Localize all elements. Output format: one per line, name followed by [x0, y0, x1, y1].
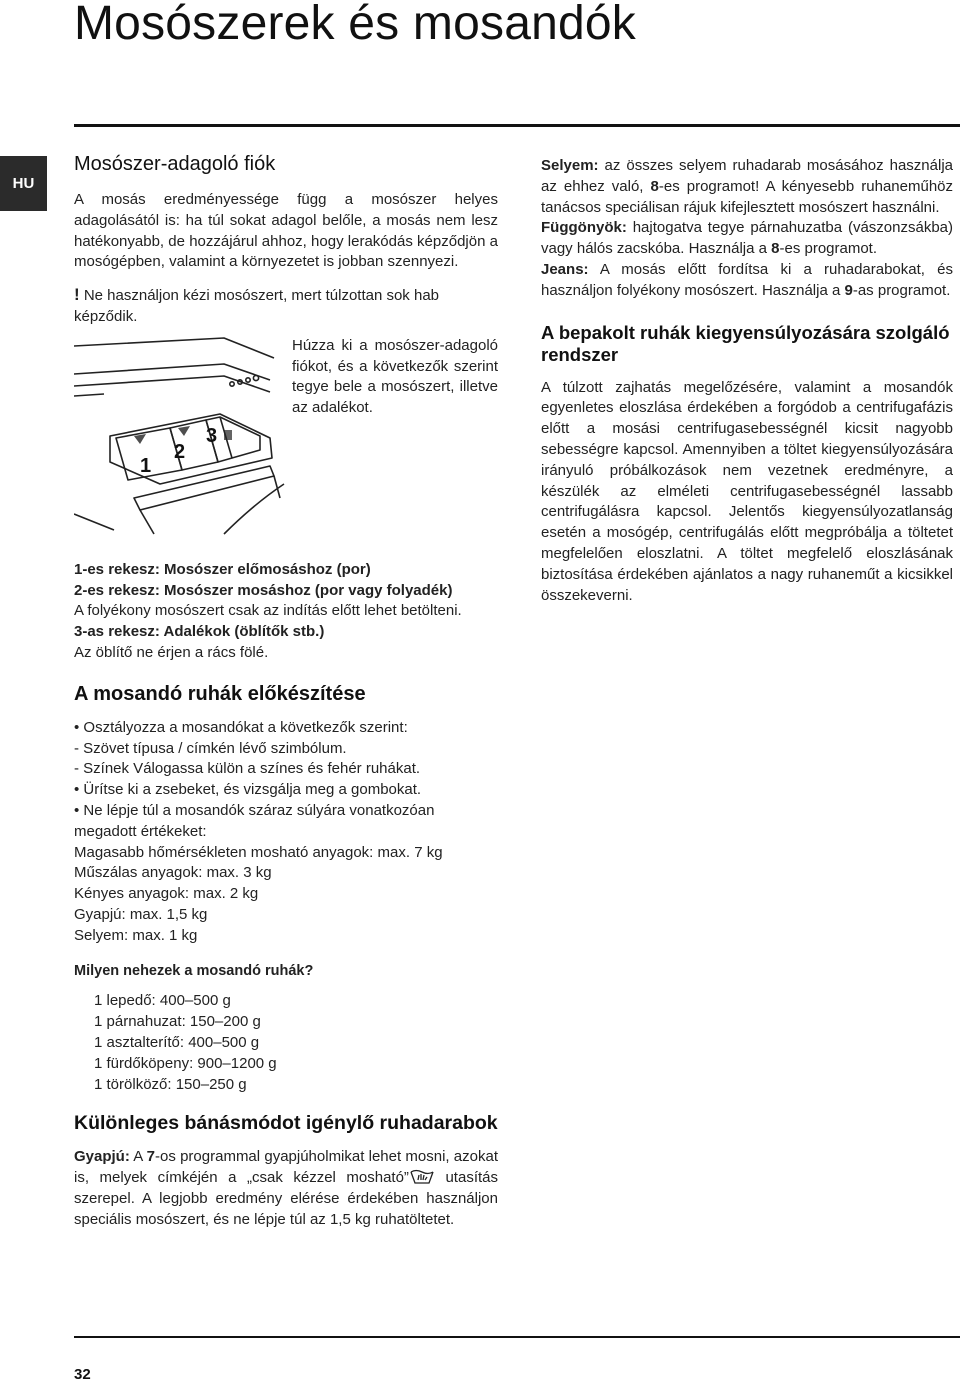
page-number: 32 [74, 1366, 91, 1383]
list-item: Selyem: max. 1 kg [74, 926, 198, 944]
silk-text: -es programot! A kényesebb ruhaneműhöz tanácsos speciálisan rájuk kifejlesztett mosószert használni. [541, 177, 954, 216]
list-item: Műszálas anyagok: max. 3 kg [74, 864, 272, 882]
list-item: Magasabb hőmérsékleten mosható anyagok: max. 7 kg [74, 843, 443, 861]
curtain-program: 8 [771, 240, 780, 258]
silk-text: az összes selyem ruhadarab mosásához használja az ehhez való, [541, 157, 953, 195]
special-heading: Különleges bánásmódot igénylő ruhadarabok [74, 1112, 498, 1135]
preparation-heading: A mosandó ruhák előkészítése [74, 682, 366, 705]
compartment-3: 3-as rekesz: Adalékok (öblítők stb.) [74, 623, 325, 641]
compartment-1: 1-es rekesz: Mosószer előmosáshoz (por) [74, 560, 371, 578]
list-item: 1 asztalterítő: 400–500 g [94, 1033, 260, 1051]
compartment-1-label: 1 [140, 454, 152, 477]
dispenser-drawer-illustration [74, 334, 296, 546]
list-item: 1 törölköző: 150–250 g [94, 1075, 247, 1093]
list-item: Kényes anyagok: max. 2 kg [74, 885, 259, 903]
jeans-paragraph [541, 260, 953, 302]
wool-text: A [129, 1148, 147, 1166]
list-item: • Ürítse ki a zsebeket, és vizsgálja meg a gombokat. [74, 781, 422, 799]
hand-wash-icon [409, 1168, 435, 1184]
curtain-text: -es programot. [779, 240, 878, 258]
compartment-list [74, 560, 498, 664]
warning-text: Ne használjon kézi mosószert, mert túlzottan sok hab képződik. [74, 287, 440, 325]
list-item: • Osztályozza a mosandókat a következők szerint: [74, 718, 408, 736]
compartment-3-label: 3 [206, 424, 218, 447]
curtain-label: Függönyök: [541, 219, 627, 237]
jeans-text: A mosás előtt fordítsa ki a ruhadarabokat, és használjon folyékony mosószert. Használja a [541, 260, 953, 299]
compartment-3-note: Az öblítő ne érjen a rács fölé. [74, 643, 269, 661]
wool-paragraph [74, 1147, 498, 1230]
weights-heading: Milyen nehezek a mosandó ruhák? [74, 962, 314, 979]
list-item: 1 lepedő: 400–500 g [94, 992, 231, 1010]
compartment-2-note: A folyékony mosószert csak az indítás előtt lehet betölteni. [74, 602, 462, 620]
preparation-list [74, 718, 498, 947]
wool-text: utasítás szerepel. A legjobb eredmény elérése érdekében használjon speciális mosószert, és ne lépje túl az 1,5 kg ruhatöltetet. [74, 1169, 498, 1228]
left-column [74, 152, 498, 1231]
list-item: - Színek Válogassa külön a színes és fehér ruhákat. [74, 760, 421, 778]
silk-paragraph [541, 156, 953, 218]
list-item: - Szövet típusa / címkén lévő szimbólum. [74, 739, 347, 757]
list-item: 1 fürdőköpeny: 900–1200 g [94, 1054, 277, 1072]
weights-list [74, 991, 498, 1095]
wool-text: -os programmal gyapjúholmikat lehet mosni, azokat is, melyek címkéjén a „csak kézzel mosható” [74, 1148, 499, 1187]
dispenser-heading: Mosószer-adagoló fiók [74, 153, 276, 175]
balance-heading: A bepakolt ruhák kiegyensúlyozására szolgáló rendszer [541, 321, 950, 365]
dispenser-intro: A mosás eredményessége függ a mosószer helyes adagolásától is: ha túl sokat adagol belőle, a mosás nem lesz hatékonyabb, de hozzájárul ahhoz, hogy lerakódás képződjön a mosógépben, valamint a környezetet is jobban szennyezi. [74, 191, 498, 271]
compartment-2: 2-es rekesz: Mosószer mosáshoz (por vagy folyadék) [74, 581, 453, 599]
footer-divider [74, 1336, 960, 1338]
silk-program: 8 [650, 177, 659, 195]
wool-program: 7 [146, 1148, 156, 1166]
jeans-program: 9 [844, 281, 853, 299]
list-item: • Ne lépje túl a mosandók száraz súlyára vonatkozóan megadott értékeket: [74, 801, 435, 840]
silk-label: Selyem: [541, 157, 599, 174]
title-divider [74, 124, 960, 127]
curtain-text: hajtogatva tegye párnahuzatba (vászonzsákba) vagy hálós zacskóba. Használja a [541, 219, 953, 258]
list-item: 1 párnahuzat: 150–200 g [94, 1013, 261, 1031]
right-column [541, 156, 953, 606]
compartment-2-label: 2 [174, 440, 186, 463]
language-tab: HU [0, 156, 47, 211]
jeans-label: Jeans: [541, 260, 589, 278]
wool-label: Gyapjú: [74, 1148, 130, 1166]
list-item: Gyapjú: max. 1,5 kg [74, 905, 208, 923]
jeans-text: -as programot. [852, 281, 951, 299]
figure-caption: Húzza ki a mosószer-adagoló fiókot, és a következők szerint tegye bele a mosószert, illetve az adalékot. [292, 336, 498, 417]
balance-paragraph: A túlzott zajhatás megelőzésére, valamint a mosandók egyenletes eloszlása érdekében a forgódob a centrifugafázis előtt a mosási centrifugasebességnél kicsit nagyobb sebességre kapcsol. Amennyiben a töltet kiegyensúlyozására irányuló próbálkozások nem vezetnek eredményre, a készülék az elméleti centrifugasebességnél lassabb centrifugálásra kapcsol. Jelentős kiegyensúlyozatlanság esetén a mosógép, centrifugálás előtt megpróbálja a töltetet megfelelően eloszlatni. A töltet megfelelő eloszlásának biztosítása érdekében ajánlatos a nagy ruhaneműt a kicsikkel összekeverni. [541, 378, 953, 604]
warning-note [74, 285, 498, 328]
warning-icon: ! [74, 285, 80, 305]
page-title: Mosószerek és mosandók [74, 0, 636, 50]
dispenser-figure [74, 334, 498, 546]
curtain-paragraph [541, 218, 953, 260]
